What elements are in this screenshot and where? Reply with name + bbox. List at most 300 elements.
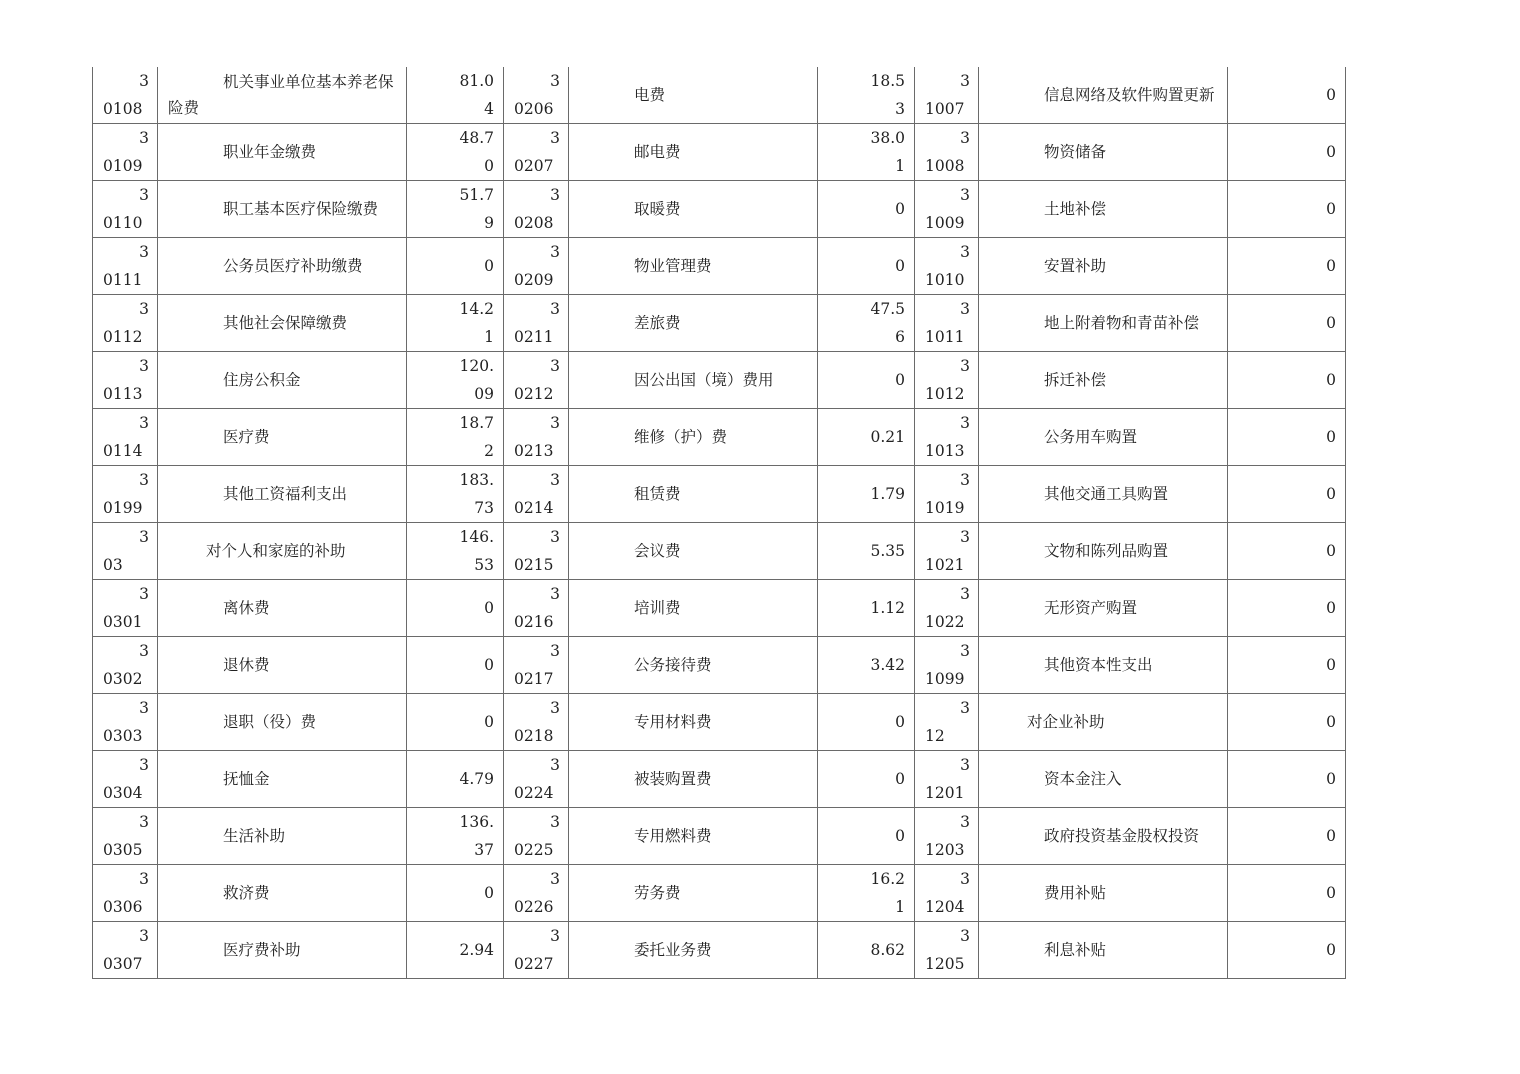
group2-item-name: [569, 295, 818, 352]
group3-code-prefix: 3: [960, 357, 970, 375]
group2-item-name: [569, 637, 818, 694]
group1-code-prefix: 3: [139, 927, 149, 945]
group3-code-suffix: 1013: [925, 442, 965, 460]
group2-code-prefix: 3: [550, 300, 560, 318]
group3-amount: [1228, 67, 1346, 124]
group3-code-suffix: 1022: [925, 613, 965, 631]
group2-amount-value: 1.79: [870, 485, 905, 503]
group2-code-suffix: 0224: [514, 784, 554, 802]
group3-code: [915, 580, 979, 637]
group3-item-name: [979, 181, 1228, 238]
group3-item-name: [979, 694, 1228, 751]
group3-code-prefix: 3: [960, 870, 970, 888]
group2-amount: [818, 352, 915, 409]
group3-amount: [1228, 124, 1346, 181]
group1-item-name-text: 医疗费: [223, 428, 270, 446]
group1-item-name: [158, 751, 407, 808]
group3-amount: [1228, 922, 1346, 979]
group1-amount-line1: 18.7: [459, 414, 494, 432]
group3-item-name: [979, 922, 1228, 979]
group1-item-name: [158, 238, 407, 295]
group1-amount: [407, 238, 504, 295]
group1-item-name: [158, 808, 407, 865]
group1-code: [93, 124, 158, 181]
group1-amount-line2: 9: [484, 214, 494, 232]
group1-amount-line1: 136.: [459, 813, 494, 831]
group2-amount: [818, 751, 915, 808]
group3-code-prefix: 3: [960, 243, 970, 261]
group2-code: [504, 580, 569, 637]
group1-code-suffix: 0306: [103, 898, 143, 916]
group3-amount-value: 0: [1326, 542, 1336, 560]
group3-amount: [1228, 580, 1346, 637]
group3-item-name-text: 对企业补助: [1027, 713, 1105, 731]
group2-amount-line2: 6: [895, 328, 905, 346]
group1-amount-line1: 81.0: [459, 72, 494, 90]
group3-code-suffix: 1204: [925, 898, 965, 916]
group1-code: [93, 580, 158, 637]
group1-code-suffix: 0304: [103, 784, 143, 802]
group1-amount: [407, 124, 504, 181]
group1-amount-value: 0: [484, 884, 494, 902]
group3-amount-value: 0: [1326, 257, 1336, 275]
group1-item-name: [158, 124, 407, 181]
group2-item-name: [569, 409, 818, 466]
group2-code: [504, 238, 569, 295]
group3-code-prefix: 3: [960, 471, 970, 489]
group3-item-name: [979, 124, 1228, 181]
group1-code-prefix: 3: [139, 72, 149, 90]
group2-item-name-text: 被装购置费: [634, 770, 712, 788]
group2-item-name: [569, 865, 818, 922]
group3-code-suffix: 1019: [925, 499, 965, 517]
group2-amount-line2: 3: [895, 100, 905, 118]
group1-code: [93, 865, 158, 922]
group2-code: [504, 922, 569, 979]
group2-code-suffix: 0212: [514, 385, 554, 403]
group2-item-name: [569, 67, 818, 124]
group1-amount: [407, 808, 504, 865]
group2-code: [504, 865, 569, 922]
group1-code: [93, 409, 158, 466]
group2-amount: [818, 694, 915, 751]
group3-code-suffix: 1007: [925, 100, 965, 118]
group2-amount: [818, 922, 915, 979]
group2-amount-value: 0: [895, 827, 905, 845]
group2-item-name-text: 专用燃料费: [634, 827, 712, 845]
group3-item-name-text: 公务用车购置: [1044, 428, 1138, 446]
group3-item-name: [979, 295, 1228, 352]
group1-amount: [407, 466, 504, 523]
group2-code-suffix: 0214: [514, 499, 554, 517]
group2-amount: [818, 67, 915, 124]
table-row: [93, 808, 1346, 865]
group2-code-prefix: 3: [550, 927, 560, 945]
group3-code-prefix: 3: [960, 585, 970, 603]
group3-item-name: [979, 637, 1228, 694]
group3-amount-value: 0: [1326, 143, 1336, 161]
group1-code-suffix: 0108: [103, 100, 143, 118]
group1-code-suffix: 0112: [103, 328, 143, 346]
group2-code-suffix: 0225: [514, 841, 554, 859]
group1-amount-line2: 73: [474, 499, 494, 517]
group3-item-name: [979, 238, 1228, 295]
group1-item-name: [158, 181, 407, 238]
group1-item-name-text: 救济费: [223, 884, 270, 902]
group1-item-name-text: 住房公积金: [223, 371, 301, 389]
group1-code-suffix: 0110: [103, 214, 143, 232]
group2-amount-value: 0: [895, 713, 905, 731]
group2-code-prefix: 3: [550, 699, 560, 717]
group2-code: [504, 466, 569, 523]
group3-item-name-text: 政府投资基金股权投资: [1044, 827, 1200, 845]
group3-item-name-text: 信息网络及软件购置更新: [1044, 86, 1215, 104]
group3-item-name: [979, 580, 1228, 637]
group1-amount-line2: 2: [484, 442, 494, 460]
budget-sheet: [92, 67, 1345, 979]
group2-item-name-text: 租赁费: [634, 485, 681, 503]
group3-item-name-text: 费用补贴: [1044, 884, 1107, 902]
group2-code: [504, 124, 569, 181]
group3-amount: [1228, 181, 1346, 238]
group1-amount-line2: 37: [474, 841, 494, 859]
group1-code-prefix: 3: [139, 471, 149, 489]
expenditure-table: [92, 67, 1346, 979]
group2-item-name-text: 委托业务费: [634, 941, 712, 959]
group1-code-prefix: 3: [139, 642, 149, 660]
group1-code-prefix: 3: [139, 186, 149, 204]
group1-item-name-text: 离休费: [223, 599, 270, 617]
group3-amount: [1228, 409, 1346, 466]
group3-item-name: [979, 352, 1228, 409]
group1-code-suffix: 0199: [103, 499, 143, 517]
group2-amount-value: 0: [895, 257, 905, 275]
group3-item-name: [979, 409, 1228, 466]
group2-code-prefix: 3: [550, 756, 560, 774]
group1-amount-line2: 09: [474, 385, 494, 403]
group2-item-name: [569, 181, 818, 238]
group3-code: [915, 637, 979, 694]
group2-amount: [818, 238, 915, 295]
group1-item-name-text: 退休费: [223, 656, 270, 674]
group1-amount-line2: 0: [484, 157, 494, 175]
group2-code: [504, 751, 569, 808]
group3-code-suffix: 1021: [925, 556, 965, 574]
group1-code-suffix: 0109: [103, 157, 143, 175]
group1-item-name-text: 职业年金缴费: [223, 143, 317, 161]
group2-amount: [818, 523, 915, 580]
group3-code: [915, 751, 979, 808]
group1-code-suffix: 0113: [103, 385, 143, 403]
group1-item-name-text: 生活补助: [223, 827, 286, 845]
group3-code: [915, 124, 979, 181]
group3-item-name-text: 其他交通工具购置: [1044, 485, 1169, 503]
group1-amount-line1: 48.7: [459, 129, 494, 147]
group1-code-prefix: 3: [139, 357, 149, 375]
group3-amount-value: 0: [1326, 485, 1336, 503]
table-row: [93, 694, 1346, 751]
group1-code: [93, 466, 158, 523]
group1-code-suffix: 0305: [103, 841, 143, 859]
group1-code: [93, 808, 158, 865]
group2-amount-line2: 1: [895, 157, 905, 175]
group2-item-name-text: 劳务费: [634, 884, 681, 902]
group3-item-name: [979, 865, 1228, 922]
group1-code-suffix: 0303: [103, 727, 143, 745]
group3-code-prefix: 3: [960, 927, 970, 945]
group1-code: [93, 637, 158, 694]
group2-code-suffix: 0226: [514, 898, 554, 916]
group1-item-name-text: 机关事业单位基本养老保险费: [168, 73, 394, 117]
group3-amount-value: 0: [1326, 827, 1336, 845]
group3-code-prefix: 3: [960, 300, 970, 318]
group2-item-name: [569, 808, 818, 865]
group3-item-name: [979, 808, 1228, 865]
group1-amount-line2: 1: [484, 328, 494, 346]
group3-amount-value: 0: [1326, 770, 1336, 788]
group2-code: [504, 295, 569, 352]
group1-item-name: [158, 637, 407, 694]
group3-amount: [1228, 466, 1346, 523]
table-row: [93, 922, 1346, 979]
group1-code-prefix: 3: [139, 243, 149, 261]
group2-amount-value: 0: [895, 770, 905, 788]
group2-amount-line1: 18.5: [870, 72, 905, 90]
group1-code-suffix: 0307: [103, 955, 143, 973]
group3-amount-value: 0: [1326, 884, 1336, 902]
group3-code-prefix: 3: [960, 129, 970, 147]
group2-item-name-text: 培训费: [634, 599, 681, 617]
table-row: [93, 238, 1346, 295]
group2-item-name-text: 因公出国（境）费用: [634, 371, 774, 389]
group1-item-name: [158, 694, 407, 751]
group2-amount-value: 8.62: [870, 941, 905, 959]
group3-amount-value: 0: [1326, 86, 1336, 104]
group2-code-prefix: 3: [550, 528, 560, 546]
group1-amount-line1: 146.: [459, 528, 494, 546]
group2-amount-line1: 38.0: [870, 129, 905, 147]
group2-code-suffix: 0227: [514, 955, 554, 973]
group1-code: [93, 295, 158, 352]
group2-code-prefix: 3: [550, 642, 560, 660]
group1-code-prefix: 3: [139, 129, 149, 147]
group2-code: [504, 409, 569, 466]
group3-amount: [1228, 523, 1346, 580]
group3-code-prefix: 3: [960, 528, 970, 546]
group3-code-prefix: 3: [960, 813, 970, 831]
group3-code-suffix: 1201: [925, 784, 965, 802]
group2-code: [504, 637, 569, 694]
group1-amount: [407, 67, 504, 124]
group3-amount: [1228, 694, 1346, 751]
group2-item-name-text: 物业管理费: [634, 257, 712, 275]
table-row: [93, 637, 1346, 694]
group2-amount: [818, 637, 915, 694]
group3-code-prefix: 3: [960, 699, 970, 717]
group1-amount-line1: 120.: [459, 357, 494, 375]
group3-amount: [1228, 808, 1346, 865]
group1-amount: [407, 352, 504, 409]
group2-item-name: [569, 523, 818, 580]
group3-amount-value: 0: [1326, 371, 1336, 389]
group1-item-name-text: 其他工资福利支出: [223, 485, 348, 503]
group3-amount-value: 0: [1326, 599, 1336, 617]
group3-item-name: [979, 523, 1228, 580]
group3-item-name: [979, 67, 1228, 124]
group1-amount-line1: 14.2: [459, 300, 494, 318]
group3-code-suffix: 1010: [925, 271, 965, 289]
group3-item-name-text: 文物和陈列品购置: [1044, 542, 1169, 560]
group2-code-suffix: 0218: [514, 727, 554, 745]
group1-amount-line2: 53: [474, 556, 494, 574]
group3-code-prefix: 3: [960, 642, 970, 660]
group1-item-name: [158, 352, 407, 409]
group1-code-prefix: 3: [139, 300, 149, 318]
group2-code: [504, 523, 569, 580]
group3-code: [915, 694, 979, 751]
table-row: [93, 409, 1346, 466]
group2-item-name-text: 邮电费: [634, 143, 681, 161]
group2-amount-line2: 1: [895, 898, 905, 916]
group2-code-prefix: 3: [550, 813, 560, 831]
group3-code-prefix: 3: [960, 756, 970, 774]
group1-code: [93, 352, 158, 409]
group3-item-name-text: 安置补助: [1044, 257, 1107, 275]
group3-code-suffix: 12: [925, 727, 945, 745]
group2-amount: [818, 580, 915, 637]
group2-item-name-text: 取暖费: [634, 200, 681, 218]
group1-amount: [407, 295, 504, 352]
group3-item-name: [979, 466, 1228, 523]
group2-code-suffix: 0208: [514, 214, 554, 232]
group3-amount-value: 0: [1326, 656, 1336, 674]
group1-amount-value: 0: [484, 599, 494, 617]
group2-item-name-text: 会议费: [634, 542, 681, 560]
group2-code-suffix: 0209: [514, 271, 554, 289]
group2-code-prefix: 3: [550, 243, 560, 261]
group2-item-name: [569, 694, 818, 751]
group2-code-prefix: 3: [550, 870, 560, 888]
table-row: [93, 466, 1346, 523]
group1-code: [93, 922, 158, 979]
group2-amount-value: 1.12: [870, 599, 905, 617]
group2-code-prefix: 3: [550, 186, 560, 204]
group1-amount-line2: 4: [484, 100, 494, 118]
group3-code: [915, 523, 979, 580]
group3-amount: [1228, 865, 1346, 922]
group1-code-prefix: 3: [139, 870, 149, 888]
group3-item-name-text: 资本金注入: [1044, 770, 1122, 788]
group1-code-suffix: 0114: [103, 442, 143, 460]
group3-code: [915, 238, 979, 295]
group1-amount: [407, 751, 504, 808]
group1-amount: [407, 580, 504, 637]
group3-code: [915, 922, 979, 979]
group1-amount: [407, 922, 504, 979]
group3-code: [915, 466, 979, 523]
group1-item-name: [158, 865, 407, 922]
group2-code-suffix: 0206: [514, 100, 554, 118]
group2-item-name: [569, 466, 818, 523]
group1-item-name: [158, 409, 407, 466]
group1-code: [93, 181, 158, 238]
group2-item-name-text: 差旅费: [634, 314, 681, 332]
table-row: [93, 352, 1346, 409]
group1-amount-value: 0: [484, 257, 494, 275]
group1-item-name-text: 其他社会保障缴费: [223, 314, 348, 332]
group2-item-name-text: 专用材料费: [634, 713, 712, 731]
group2-amount-line1: 47.5: [870, 300, 905, 318]
group3-code-suffix: 1205: [925, 955, 965, 973]
group1-amount: [407, 523, 504, 580]
group3-amount: [1228, 352, 1346, 409]
group2-item-name-text: 公务接待费: [634, 656, 712, 674]
group1-item-name: [158, 466, 407, 523]
group1-amount-line1: 51.7: [459, 186, 494, 204]
group1-code-prefix: 3: [139, 414, 149, 432]
group3-item-name-text: 物资储备: [1044, 143, 1107, 161]
table-row: [93, 865, 1346, 922]
group3-amount: [1228, 295, 1346, 352]
group3-code: [915, 409, 979, 466]
group1-item-name-text: 公务员医疗补助缴费: [223, 257, 363, 275]
group1-code: [93, 67, 158, 124]
group1-item-name-text: 对个人和家庭的补助: [206, 542, 346, 560]
group1-amount: [407, 865, 504, 922]
group3-amount-value: 0: [1326, 941, 1336, 959]
group3-code: [915, 808, 979, 865]
group3-code-suffix: 1099: [925, 670, 965, 688]
group2-item-name: [569, 238, 818, 295]
group3-amount-value: 0: [1326, 314, 1336, 332]
group1-code-prefix: 3: [139, 756, 149, 774]
group1-item-name-text: 抚恤金: [223, 770, 270, 788]
group1-code-prefix: 3: [139, 813, 149, 831]
group1-code-suffix: 0301: [103, 613, 143, 631]
group3-amount: [1228, 637, 1346, 694]
group2-code-prefix: 3: [550, 471, 560, 489]
group3-amount-value: 0: [1326, 200, 1336, 218]
group2-amount: [818, 181, 915, 238]
table-row: [93, 580, 1346, 637]
group2-code-suffix: 0207: [514, 157, 554, 175]
group1-code: [93, 751, 158, 808]
table-row: [93, 523, 1346, 580]
group1-code-prefix: 3: [139, 585, 149, 603]
group3-code-suffix: 1009: [925, 214, 965, 232]
group2-code-prefix: 3: [550, 414, 560, 432]
group3-amount-value: 0: [1326, 713, 1336, 731]
group2-code-suffix: 0215: [514, 556, 554, 574]
group1-amount-value: 4.79: [459, 770, 494, 788]
group1-item-name: [158, 295, 407, 352]
group2-code: [504, 352, 569, 409]
group3-item-name-text: 无形资产购置: [1044, 599, 1138, 617]
group3-item-name-text: 地上附着物和青苗补偿: [1044, 314, 1200, 332]
group1-amount: [407, 694, 504, 751]
group2-code-suffix: 0211: [514, 328, 554, 346]
group3-code-prefix: 3: [960, 72, 970, 90]
group1-code-suffix: 0111: [103, 271, 143, 289]
group2-item-name: [569, 580, 818, 637]
group1-item-name-text: 医疗费补助: [223, 941, 301, 959]
group3-code-suffix: 1012: [925, 385, 965, 403]
group2-amount-value: 0: [895, 200, 905, 218]
group3-code-suffix: 1008: [925, 157, 965, 175]
group2-code-prefix: 3: [550, 129, 560, 147]
group2-code: [504, 694, 569, 751]
group1-item-name: [158, 580, 407, 637]
